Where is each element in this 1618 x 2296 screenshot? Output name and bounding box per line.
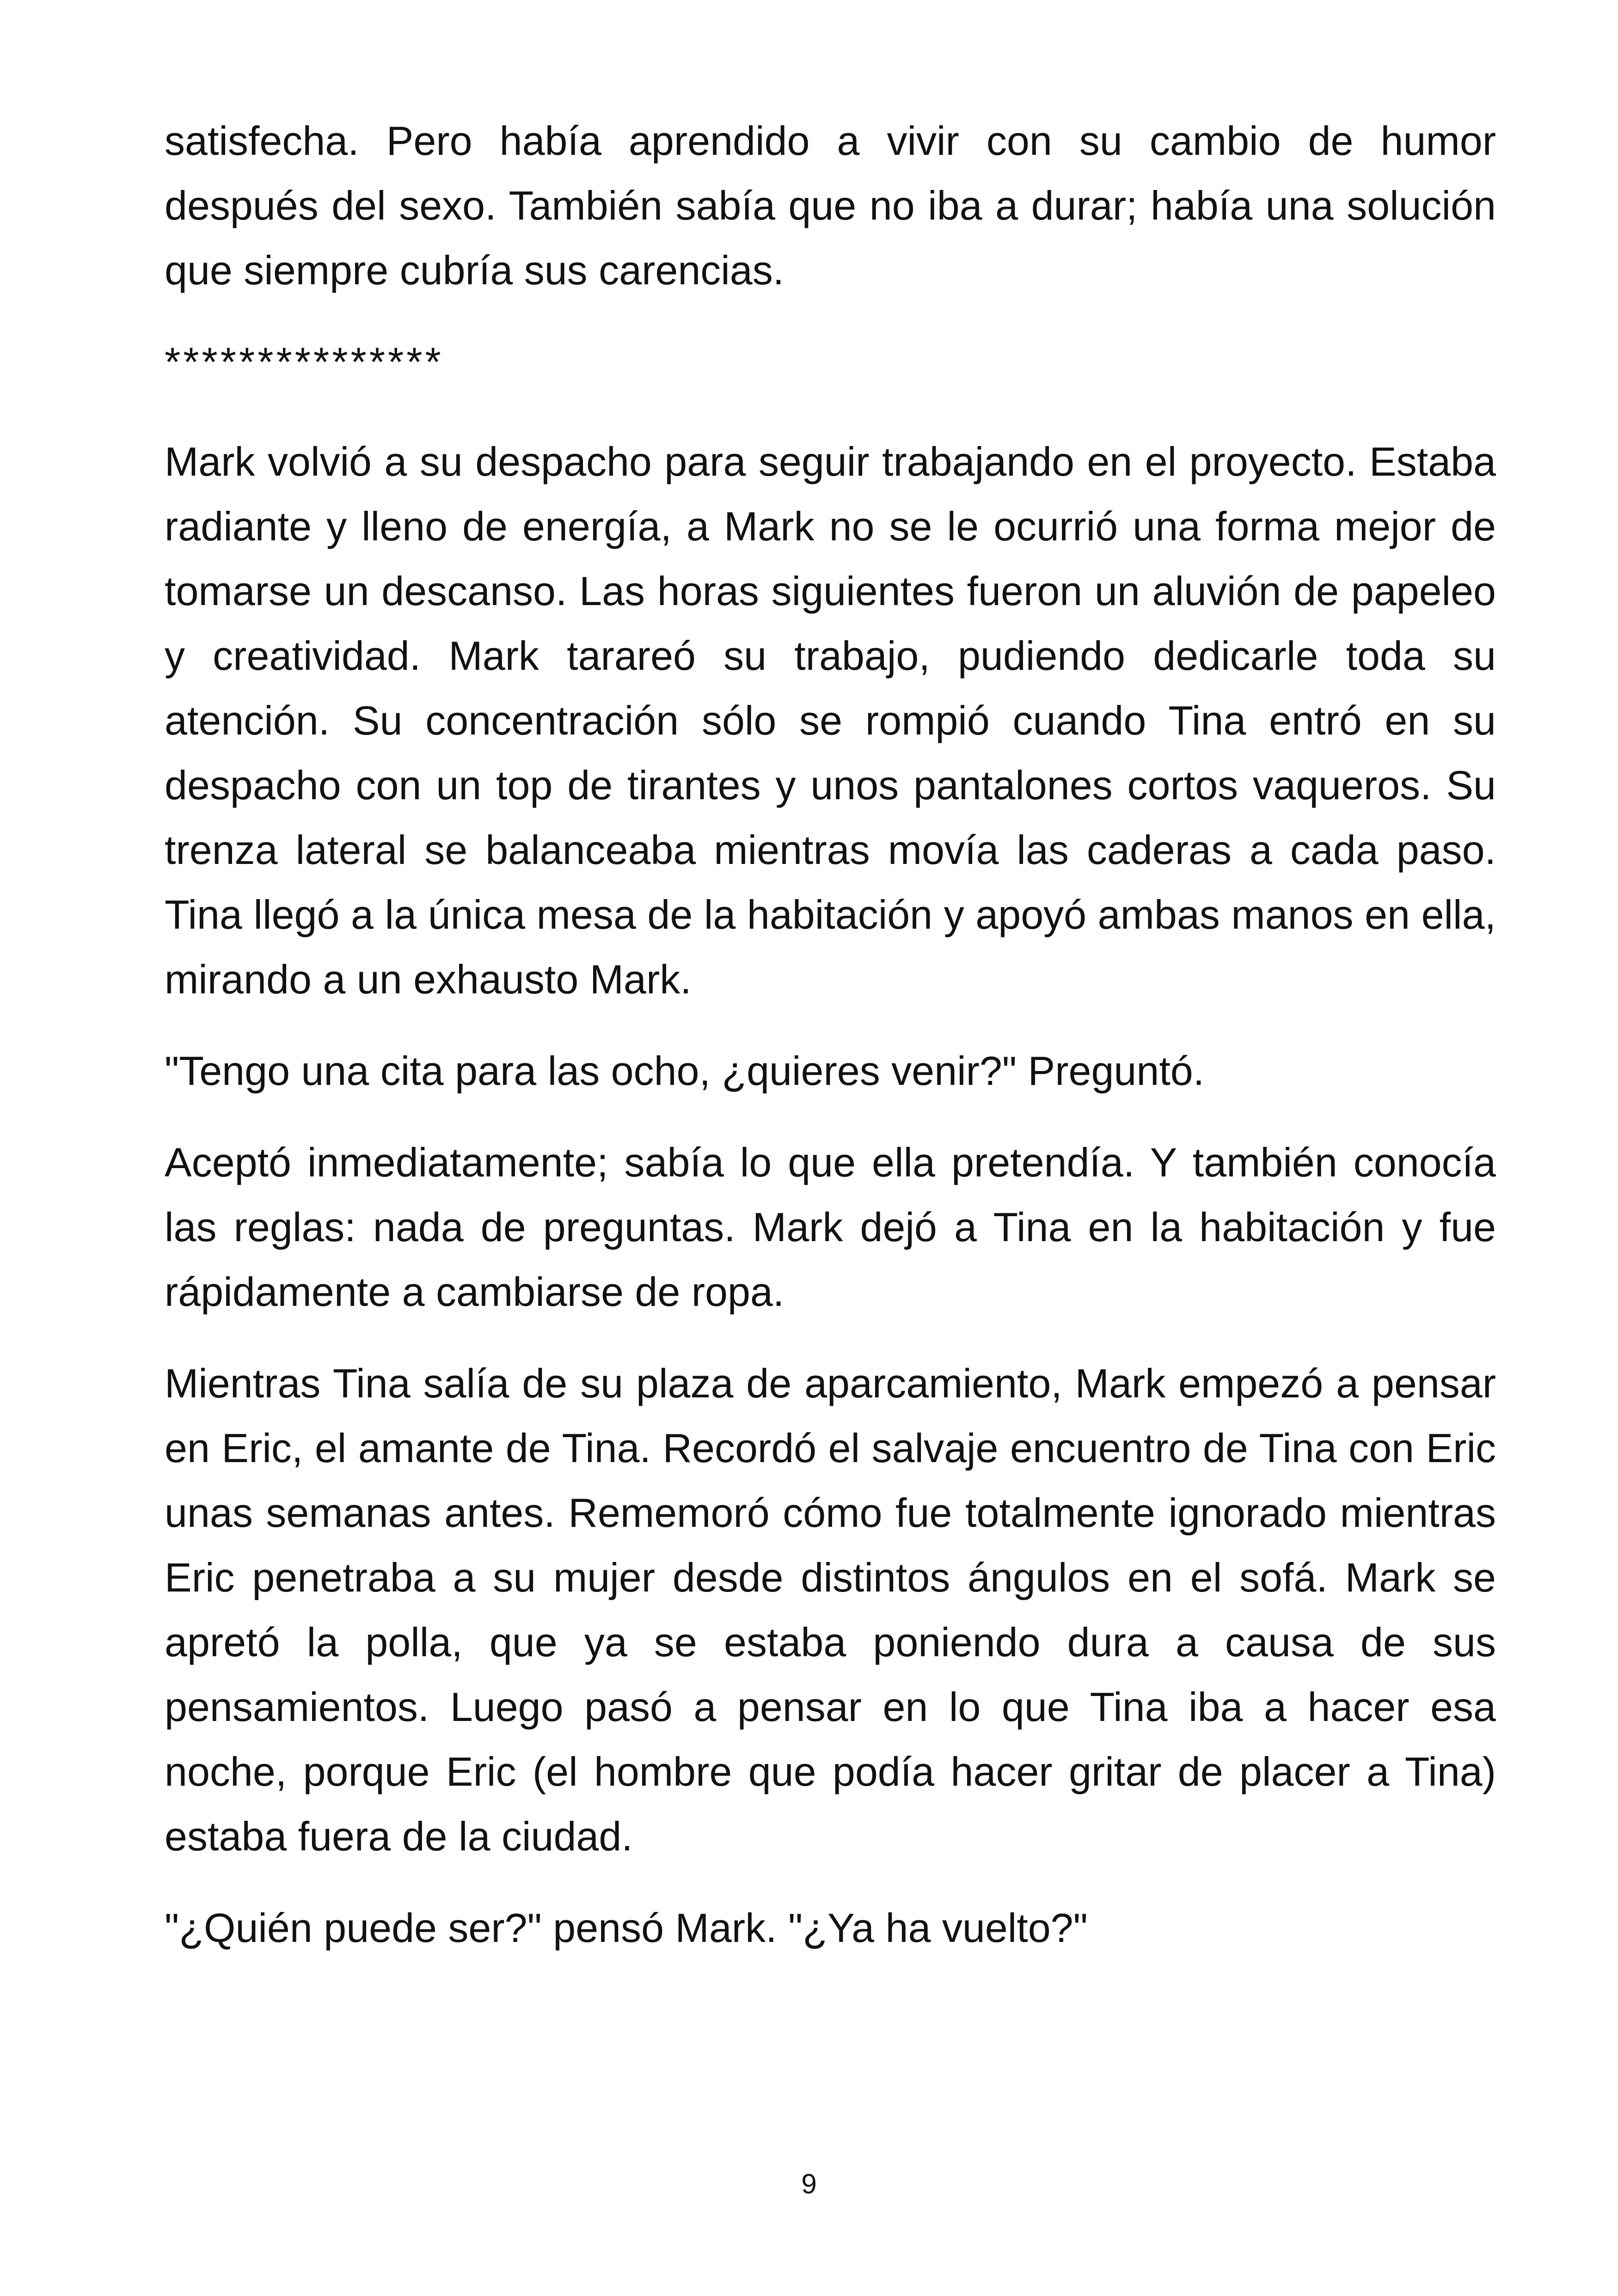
paragraph-6: "¿Quién puede ser?" pensó Mark. "¿Ya ha vuelto?" <box>165 1905 1088 1951</box>
paragraph-2: Mark volvió a su despacho para seguir trabajando en el proyecto. Estaba radiante y lleno de energía, a Mark no se le ocurrió una forma mejor de tomarse un descanso. Las horas siguientes fueron un aluvión de papeleo y creatividad. Mark tarareó su trabajo, pudiendo dedicarle toda su atención. Su concentración sólo se rompió cuando Tina entró en su despacho con un top de tirantes y unos pantalones cortos vaqueros. Su trenza lateral se balanceaba mientras movía las caderas a cada paso. Tina llegó a la única mesa de la habitación y apoyó ambas manos en ella, mirando a un exhausto Mark. <box>165 439 1496 1002</box>
paragraph-4: Aceptó inmediatamente; sabía lo que ella pretendía. Y también conocía las reglas: nada de preguntas. Mark dejó a Tina en la habitación y fue rápidamente a cambiarse de ropa. <box>165 1139 1496 1315</box>
scene-separator: *************** <box>165 339 444 385</box>
paragraph-5: Mientras Tina salía de su plaza de aparcamiento, Mark empezó a pensar en Eric, el amante de Tina. Recordó el salvaje encuentro de Tina con Eric unas semanas antes. Rememoró cómo fue totalmente ignorado mientras Eric penetraba a su mujer desde distintos ángulos en el sofá. Mark se apretó la polla, que ya se estaba poniendo dura a causa de sus pensamientos. Luego pasó a pensar en lo que Tina iba a hacer esa noche, porque Eric (el hombre que podía hacer gritar de placer a Tina) estaba fuera de la ciudad. <box>165 1360 1496 1859</box>
page-number: 9 <box>801 2168 817 2199</box>
paragraph-1: satisfecha. Pero había aprendido a vivir con su cambio de humor después del sexo. También sabía que no iba a durar; había una solución que siempre cubría sus carencias. <box>165 118 1496 293</box>
paragraph-3: "Tengo una cita para las ocho, ¿quieres venir?" Preguntó. <box>165 1048 1205 1094</box>
body-text <box>165 109 1496 1987</box>
